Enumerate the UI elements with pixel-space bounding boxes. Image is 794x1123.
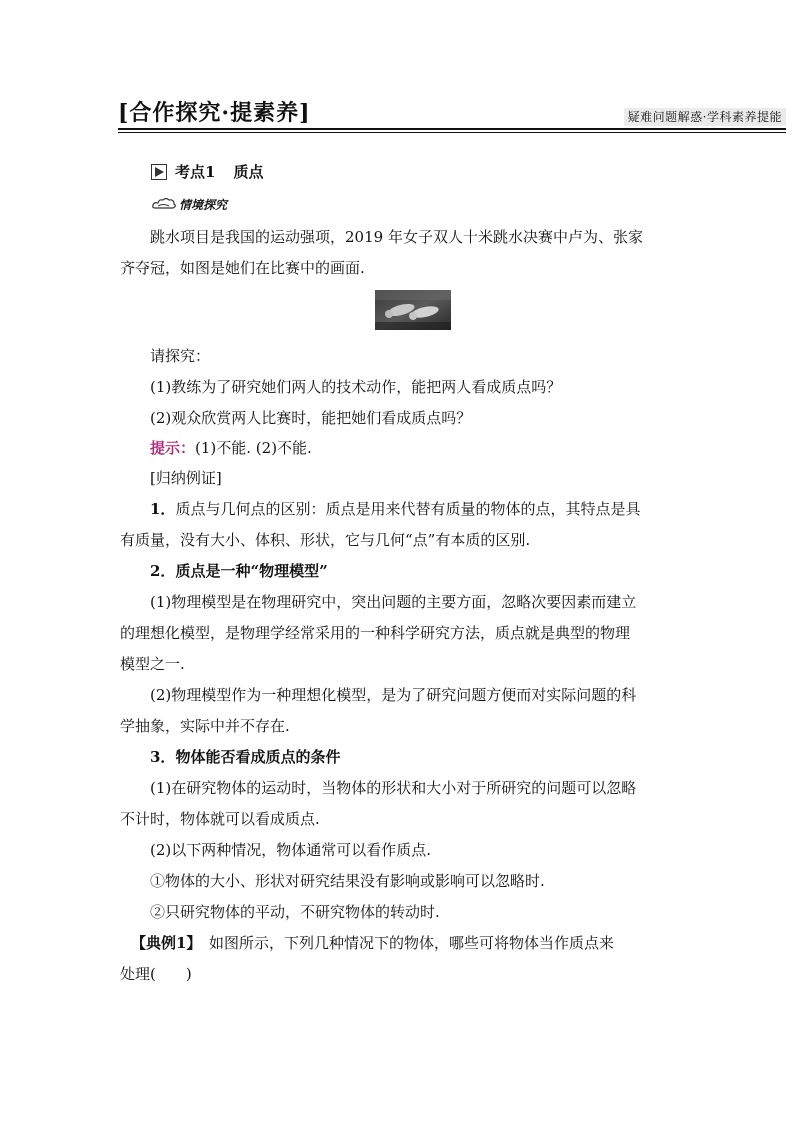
intro-line-2: 齐夺冠，如图是她们在比赛中的画面.: [120, 259, 365, 277]
point-2a-line-2: 的理想化模型，是物理学经常采用的一种科学研究方法，质点就是典型的物理: [120, 624, 631, 642]
point-3c-2: ②只研究物体的平动，不研究物体的转动时.: [150, 903, 440, 921]
example-line-1: [131, 933, 691, 953]
point-2-number: 2．: [150, 562, 176, 580]
point-2-heading: [150, 561, 710, 581]
point-2a-line-3: 模型之一.: [120, 655, 185, 673]
question-2: (2)观众欣赏两人比赛时，能把她们看成质点吗？: [150, 409, 472, 427]
point-3-number: 3．: [150, 748, 176, 766]
header-rule-thin: [118, 132, 786, 133]
section-title: [合作探究·提素养]: [118, 100, 311, 126]
point-3a-line-2: 不计时，物体就可以看成质点.: [120, 810, 320, 828]
point-2-title: 质点是一种“物理模型”: [175, 562, 328, 580]
point-3c-1: ①物体的大小、形状对研究结果没有影响或影响可以忽略时.: [150, 872, 545, 890]
topic-heading: [151, 162, 263, 182]
intro-line-1: 跳水项目是我国的运动强项，2019 年女子双人十米跳水决赛中卢为、张家: [150, 228, 643, 246]
page-header: [118, 98, 786, 132]
diving-photo: [375, 290, 451, 330]
hint-text: (1)不能. (2)不能.: [195, 439, 312, 457]
point-1-line-2: 有质量，没有大小、体积、形状，它与几何“点”有本质的区别.: [120, 531, 531, 549]
play-triangle-icon: [151, 164, 167, 180]
topic-label: 考点1: [175, 163, 216, 181]
point-2b-line-2: 学抽象，实际中并不存在.: [120, 717, 290, 735]
header-tag: 疑难问题解惑·学科素养提能: [624, 108, 786, 126]
header-rule: [118, 128, 786, 130]
question-1: (1)教练为了研究她们两人的技术动作，能把两人看成质点吗？: [150, 378, 562, 396]
example-label: 【典例1】: [131, 934, 194, 952]
point-1-text: 质点与几何点的区别：质点是用来代替有质量的物体的点，其特点是具: [175, 500, 641, 518]
scenario-heading: [151, 194, 227, 214]
example-line-2: 处理( ): [120, 965, 192, 983]
point-1-number: 1．: [150, 500, 176, 518]
point-1-line-1: [150, 499, 710, 519]
cloud-icon: [151, 196, 177, 212]
hint-line: [150, 438, 710, 458]
summary-label: [归纳例证]: [150, 469, 222, 487]
point-3b: (2)以下两种情况，物体通常可以看作质点.: [150, 841, 432, 859]
example-text: 如图所示，下列几种情况下的物体，哪些可将物体当作质点来: [208, 934, 614, 952]
point-3-title: 物体能否看成质点的条件: [175, 748, 341, 766]
point-3a-line-1: (1)在研究物体的运动时，当物体的形状和大小对于所研究的问题可以忽略: [150, 779, 637, 797]
point-2b-line-1: (2)物理模型作为一种理想化模型，是为了研究问题方便而对实际问题的科: [150, 686, 637, 704]
scenario-label: 情境探究: [179, 197, 228, 212]
point-2a-line-1: (1)物理模型是在物理研究中，突出问题的主要方面，忽略次要因素而建立: [150, 593, 637, 611]
hint-label: 提示：: [150, 439, 196, 457]
question-prompt: 请探究：: [150, 347, 211, 365]
topic-title: 质点: [233, 163, 264, 181]
point-3-heading: [150, 747, 710, 767]
